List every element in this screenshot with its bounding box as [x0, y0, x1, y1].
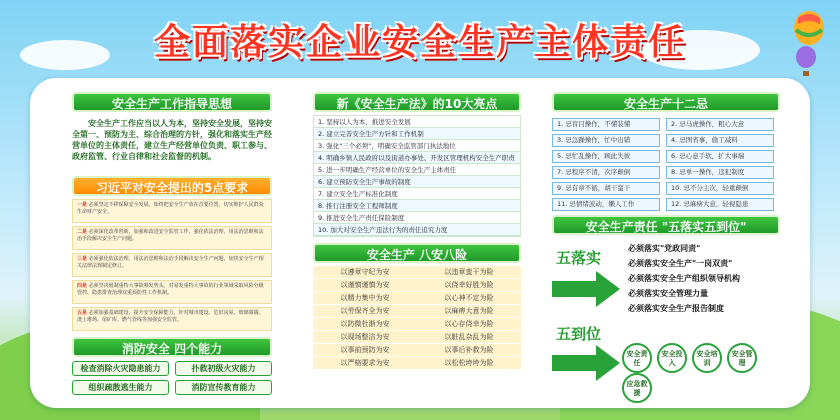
safe-item: 以现场整洁为安 — [340, 333, 390, 341]
eight-pair-row — [313, 266, 521, 279]
taboo-row — [552, 198, 780, 211]
safe-item: 以精力集中为安 — [340, 294, 390, 302]
safe-item: 以事前预防为安 — [340, 346, 390, 354]
law-highlight: 6. 建立预防安全生产事故的制度 — [314, 176, 520, 188]
law-highlight: 10. 加大对安全生产违法行为的责任追究力度 — [314, 224, 520, 236]
arrow-right-icon — [552, 343, 622, 383]
risk-item: 以违章蛮干为险 — [444, 268, 494, 276]
xi-item-text: 必须加强基础建设，提升安全保障能力，针对城市建设、危旧房屋、玻璃幕墙、渣土堆场、尾矿库、燃气管线等加强安全监管。 — [77, 310, 264, 323]
law-highlight: 5. 进一步明确生产经营单位的安全生产主体责任 — [314, 164, 520, 176]
xi-item-num: 四是 — [77, 283, 88, 289]
taboo-item: 10. 忌不分主次，轻重颠倒 — [666, 182, 774, 195]
fire-ability: 消防宣传教育能力 — [175, 380, 272, 395]
xi-item — [72, 307, 272, 331]
taboo-item: 8. 忌单一操作，违犯制度 — [666, 166, 774, 179]
xi-item — [72, 226, 272, 250]
safe-item: 以谨慎谨慎为安 — [340, 281, 390, 289]
taboo-row — [552, 182, 780, 195]
five-implement-label: 五落实 — [556, 249, 602, 267]
risk-item: 以心神不定为险 — [444, 294, 494, 302]
duty-circle: 安全培训 — [692, 343, 722, 373]
duty-circle: 安全管理 — [727, 343, 757, 373]
law-highlight: 8. 推行注册安全工程师制度 — [314, 200, 520, 212]
safe-item: 以严格要求为安 — [340, 359, 390, 367]
must-list — [628, 241, 784, 316]
law-highlight: 1. 坚持以人为本，推进安全发展 — [314, 116, 520, 128]
eight-pair-row — [313, 318, 521, 331]
eight-pair-row — [313, 305, 521, 318]
eight-list — [313, 266, 521, 370]
risk-item: 以脏乱杂乱为险 — [444, 333, 494, 341]
xi-item-text: 必须强化依法治理，用法治思维和法治手段解决安全生产问题，加快安全生产相关法律法规制定修订。 — [77, 256, 264, 269]
taboo-row — [552, 166, 780, 179]
taboo-item: 6. 忌心意手软，扩大事端 — [666, 150, 774, 163]
xi-item — [72, 253, 272, 277]
safe-item: 以防微杜渐为安 — [340, 320, 390, 328]
taboo-item: 1. 忌盲目操作，不懂装懂 — [552, 118, 660, 131]
duty-circle: 安全投入 — [657, 343, 687, 373]
xi-header: 习近平对安全提出的5点要求 — [72, 176, 272, 196]
eight-pair-row — [313, 331, 521, 344]
taboo-item: 7. 忌程序不清，次序颠倒 — [552, 166, 660, 179]
xi-item-text: 必须坚决遏制重特大事故频发势头，对易发重特大事故的行业领域采取风险分级管控、隐患排查治理双重预防性工作机制。 — [77, 283, 264, 296]
guide-header: 安全生产工作指导思想 — [72, 92, 272, 112]
risk-item: 以松松垮垮为险 — [444, 359, 494, 367]
law-header: 新《安全生产法》的10大亮点 — [313, 92, 521, 112]
taboo-item: 12. 忌麻痹大意，轻视隐患 — [666, 198, 774, 211]
law-highlight: 3. 强化"三个必须"，明确安全监管部门执法地位 — [314, 140, 520, 152]
xi-item — [72, 199, 272, 223]
taboo-list — [552, 118, 780, 211]
right-column — [552, 92, 780, 415]
xi-item-num: 三是 — [77, 256, 88, 262]
duty-header: 安全生产责任 "五落实五到位" — [552, 215, 780, 235]
middle-column — [313, 92, 521, 370]
taboo-item: 11. 忌情绪波动，懒人工作 — [552, 198, 660, 211]
taboo-item: 4. 忌图省事，偷工减料 — [666, 134, 774, 147]
eight-pair-row — [313, 344, 521, 357]
xi-item-num: 五是 — [77, 310, 88, 316]
guide-text: 安全生产工作应当以人为本，坚持安全发展，坚持安全第一、预防为主、综合治理的方针，强化和落实生产经营单位的主体责任，建立生产经营单位负责、职工参与、政府监管、行业自律和社会监督的机制。 — [72, 119, 272, 161]
duty-circle: 安全责任 — [622, 343, 652, 373]
taboo-item: 9. 忌有章不循，胡干蛮干 — [552, 182, 660, 195]
taboo-item: 2. 忌马虎操作，粗心大意 — [666, 118, 774, 131]
risk-item: 以事后补救为险 — [444, 346, 494, 354]
eight-pair-row — [313, 279, 521, 292]
taboo-header: 安全生产十二忌 — [552, 92, 780, 112]
circle-list — [622, 343, 792, 403]
taboo-row — [552, 150, 780, 163]
must-item: 必须落实"党政同责" — [628, 244, 701, 253]
risk-item: 以麻痹大意为险 — [444, 307, 494, 315]
fire-ability: 扑救初级火灾能力 — [175, 361, 272, 376]
law-list — [313, 115, 521, 237]
xi-item-num: 二是 — [77, 229, 88, 235]
duty-circle: 应急救援 — [622, 373, 652, 403]
must-item: 必须落实安全生产报告制度 — [628, 304, 724, 313]
law-highlight: 9. 推进安全生产责任保险制度 — [314, 212, 520, 224]
taboo-row — [552, 134, 780, 147]
safe-item: 以劳保齐全为安 — [340, 307, 390, 315]
eight-pair-row — [313, 357, 521, 370]
taboo-row — [552, 118, 780, 131]
page-title: 全面落实企业安全生产主体责任 — [153, 22, 686, 63]
duty-area — [552, 235, 780, 415]
fire-ability: 组织疏散逃生能力 — [72, 380, 169, 395]
arrow-right-icon — [552, 269, 622, 309]
left-column — [72, 92, 272, 399]
eight-header: 安全生产 八安八险 — [313, 243, 521, 263]
must-item: 必须落实安全生产"一岗双责" — [628, 259, 733, 268]
taboo-item: 3. 忌急躁操作，忙中出错 — [552, 134, 660, 147]
fire-ability-grid — [72, 361, 272, 399]
xi-list — [72, 199, 272, 331]
law-highlight: 2. 建立完善安全生产方针和工作机制 — [314, 128, 520, 140]
law-highlight: 7. 建立安全生产标准化制度 — [314, 188, 520, 200]
risk-item: 以侥幸好胜为险 — [444, 281, 494, 289]
xi-item-num: 一是 — [77, 202, 88, 208]
xi-item-text: 必须坚定不移保障安全发展，始终把安全生产放在首要位置，切实维护人民群众生命财产安全。 — [77, 202, 264, 215]
must-item: 必须落实安全管理力量 — [628, 289, 708, 298]
law-highlight: 4. 明确乡镇人民政府以及街道办事处、开发区管理机构安全生产职责 — [314, 152, 520, 164]
taboo-item: 5. 忌忙乱操作，顾此失彼 — [552, 150, 660, 163]
eight-pair-row — [313, 292, 521, 305]
xi-item — [72, 280, 272, 304]
fire-header: 消防安全 四个能力 — [72, 337, 272, 357]
fire-ability: 检查消除火灾隐患能力 — [72, 361, 169, 376]
five-place-label: 五到位 — [556, 325, 602, 343]
safe-item: 以遵章守纪为安 — [340, 268, 390, 276]
risk-item: 以心存侥幸为险 — [444, 320, 494, 328]
xi-item-text: 必须深化改革创新，加强和改进安全监管工作，强化依法治理，用法治思维和法治手段解决安全生产问题。 — [77, 229, 264, 242]
must-item: 必须落实安全生产组织领导机构 — [628, 274, 740, 283]
